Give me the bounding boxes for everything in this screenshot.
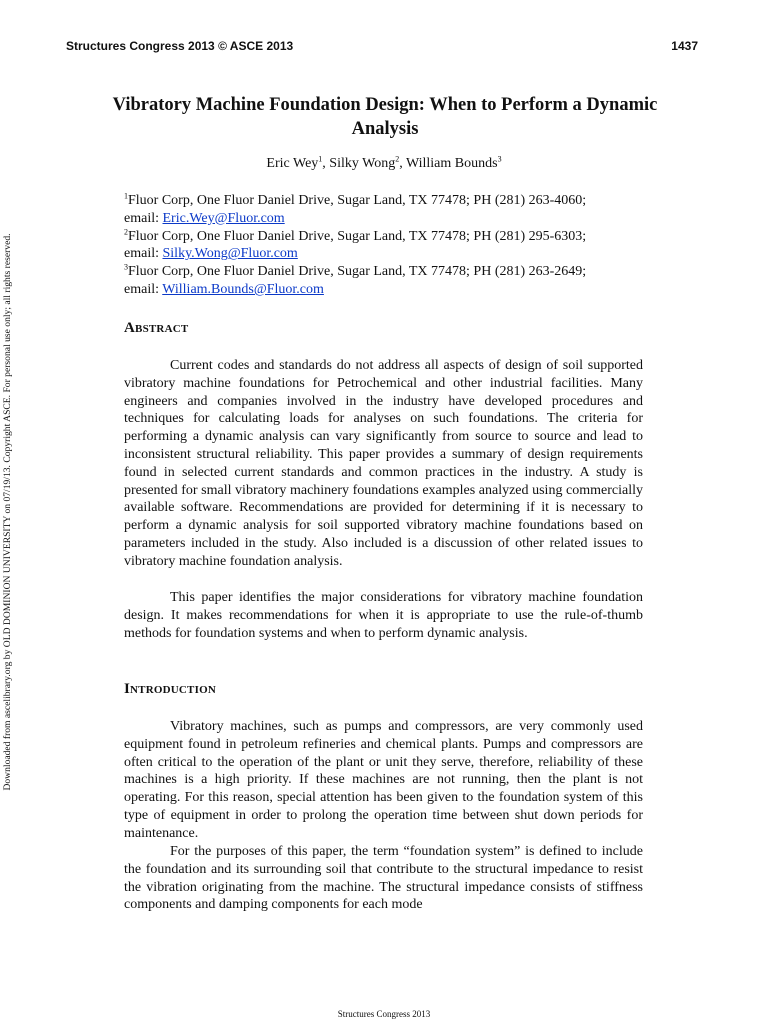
abstract-heading: Abstract: [124, 320, 189, 336]
affiliation-line: $^1$Fluor Corp, One Fluor Daniel Drive, Sugar Land, TX 77478; PH (281) 263-4060;: [124, 191, 587, 208]
introduction-paragraph: For the purposes of this paper, the term “foundation system” is defined to include the foundation and its surrounding soil that contribute to the structural impedance to resist the vibration originating from the machine. The structural impedance consists of stiffness components and damping components for each mode: [124, 844, 643, 913]
affiliation-email-line: email: William.Bounds@Fluor.com: [124, 281, 324, 297]
author-sup: 1: [318, 154, 323, 164]
author-name: Silky Wong: [329, 156, 396, 171]
abstract-paragraph: Current codes and standards do not address all aspects of design of soil supported vibratory machine foundations for Petrochemical and other industrial facilities. Many engineers and companies involved in the industry have developed procedures and techniques for calculating loads for analyses on such foundations. The criteria for performing a dynamic analysis can vary significantly from source to source and lead to inconsistent structural reliability. This paper provides a summary of design requirements found in selected current standards and common practices in the industry. A study is presented for small vibratory machinery foundations examples analyzed using commercially available software. Recommendations are provided for determining if it is necessary to perform a dynamic analysis for soil supported vibratory machine foundations based on parameters included in the study. Also included is a discussion of other related issues to vibratory machine foundation analysis.: [124, 358, 643, 569]
author-sup: 3: [497, 154, 502, 164]
running-header: [66, 39, 698, 57]
email-link[interactable]: Eric.Wey@Fluor.com: [162, 210, 285, 226]
download-notice-text: Downloaded from ascelibrary.org by OLD DOMINION UNIVERSITY on 07/19/13. Copyright ASCE. For personal use only; all rights reserved.: [2, 233, 13, 791]
email-link[interactable]: William.Bounds@Fluor.com: [162, 281, 324, 297]
introduction-paragraph: Vibratory machines, such as pumps and compressors, are very commonly used equipment found in petroleum refineries and chemical plants. Pumps and compressors are often critical to the operation of the plant or unit they serve, therefore, reliability of these machines is a high priority. If these machines are not running, then the plant is not operating. For this reason, special attention has been given to the foundation system of this type of equipment in order to prolong the operation time between shut down periods for maintenance.: [124, 719, 643, 841]
author-name: William Bounds: [405, 156, 498, 171]
introduction-heading: Introduction: [124, 681, 216, 697]
affiliations: [124, 192, 644, 299]
header-page-number: 1437: [671, 39, 698, 53]
author-list: Eric Wey$^1$, Silky Wong$^2$, William Bounds$^3$: [266, 154, 502, 171]
affiliation-line: $^3$Fluor Corp, One Fluor Daniel Drive, Sugar Land, TX 77478; PH (281) 263-2649;: [124, 262, 587, 280]
affiliation-email-line: email: Eric.Wey@Fluor.com: [124, 210, 285, 226]
author-name: Eric Wey: [266, 156, 319, 171]
affiliation-line: $^2$Fluor Corp, One Fluor Daniel Drive, Sugar Land, TX 77478; PH (281) 295-6303;: [124, 226, 587, 244]
download-notice: [1, 211, 15, 813]
header-journal: Structures Congress 2013 © ASCE 2013: [66, 39, 294, 53]
author-sup: 2: [395, 154, 400, 164]
email-link[interactable]: Silky.Wong@Fluor.com: [162, 246, 298, 262]
page-footer: Structures Congress 2013: [337, 1009, 431, 1019]
paper-title: Vibratory Machine Foundation Design: When to Perform a Dynamic Analysis: [112, 95, 658, 139]
abstract-paragraph: This paper identifies the major considerations for vibratory machine foundation design. It makes recommendations for when it is appropriate to use the rule-of-thumb methods for foundation systems and when to perform dynamic analysis.: [124, 590, 643, 641]
affiliation-email-line: email: Silky.Wong@Fluor.com: [124, 246, 298, 262]
